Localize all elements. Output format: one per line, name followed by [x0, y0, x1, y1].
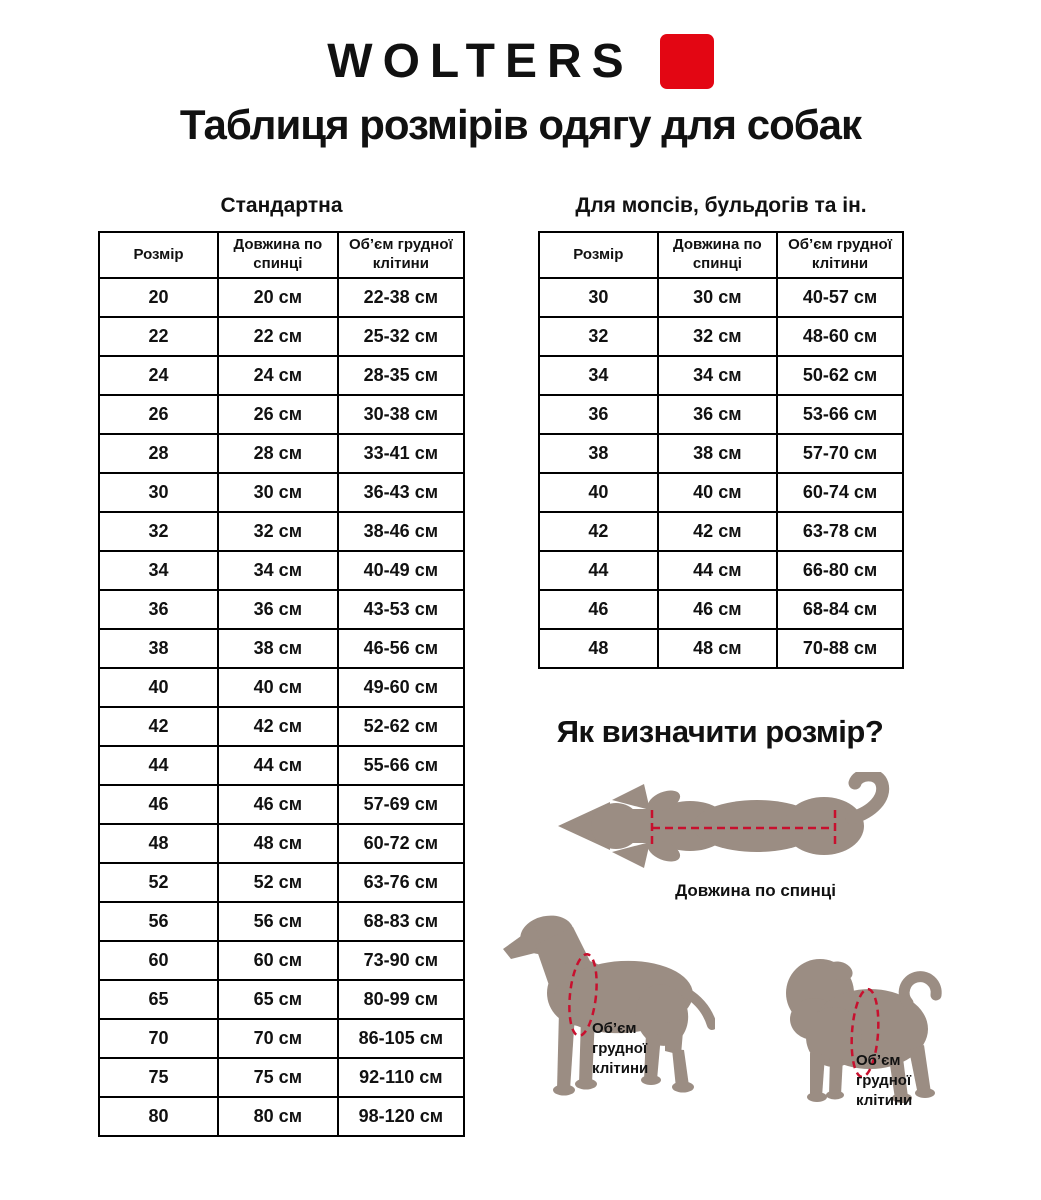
- table-cell: 48 см: [658, 629, 777, 668]
- table-cell: 60: [99, 941, 218, 980]
- pug-tail-curl: [904, 977, 936, 1003]
- table-cell: 30 см: [658, 278, 777, 317]
- table-row: [99, 629, 464, 668]
- table-row: [539, 317, 903, 356]
- table-row: [99, 278, 464, 317]
- table-row: [99, 1019, 464, 1058]
- table-cell: 36 см: [218, 590, 338, 629]
- table-cell: 38 см: [658, 434, 777, 473]
- table-row: [539, 512, 903, 551]
- pugs-size-table-section: [538, 194, 904, 669]
- table-row: [99, 512, 464, 551]
- table-row: [539, 473, 903, 512]
- chest-label-line: клітини: [592, 1059, 649, 1077]
- table-cell: 60-74 см: [777, 473, 903, 512]
- table-cell: 36: [99, 590, 218, 629]
- chest-label-line: Об’єм: [856, 1052, 901, 1069]
- table-cell: 24 см: [218, 356, 338, 395]
- table-row: [99, 980, 464, 1019]
- table-cell: 30: [99, 473, 218, 512]
- table-row: [539, 395, 903, 434]
- table-row: [99, 1058, 464, 1097]
- table-row: [99, 590, 464, 629]
- table-cell: 98-120 см: [338, 1097, 464, 1136]
- table-cell: 20 см: [218, 278, 338, 317]
- table-cell: 30 см: [218, 473, 338, 512]
- table-cell: 65: [99, 980, 218, 1019]
- table-row: [99, 395, 464, 434]
- table-cell: 36 см: [658, 395, 777, 434]
- table-cell: 28: [99, 434, 218, 473]
- table-cell: 92-110 см: [338, 1058, 464, 1097]
- table-cell: 33-41 см: [338, 434, 464, 473]
- table-cell: 46-56 см: [338, 629, 464, 668]
- page-title: Таблиця розмірів одягу для собак: [179, 101, 862, 148]
- table-cell: 46 см: [218, 785, 338, 824]
- standard-size-table-section: [98, 194, 465, 1137]
- table-cell: 80: [99, 1097, 218, 1136]
- table-cell: 73-90 см: [338, 941, 464, 980]
- table-cell: 80-99 см: [338, 980, 464, 1019]
- table-row: [99, 356, 464, 395]
- back-length-label: Довжина по спинці: [675, 881, 836, 900]
- table-cell: 42: [99, 707, 218, 746]
- table-row: [99, 785, 464, 824]
- table-cell: 30-38 см: [338, 395, 464, 434]
- table-cell: 50-62 см: [777, 356, 903, 395]
- table-row: [99, 473, 464, 512]
- top-view-dog-illustration: [552, 772, 897, 880]
- table-cell: 63-76 см: [338, 863, 464, 902]
- table-cell: 24: [99, 356, 218, 395]
- table-cell: 52-62 см: [338, 707, 464, 746]
- table-cell: 40-49 см: [338, 551, 464, 590]
- table-cell: 48: [539, 629, 658, 668]
- table-cell: 53-66 см: [777, 395, 903, 434]
- table-cell: 44: [539, 551, 658, 590]
- chest-label-line: грудної: [592, 1039, 648, 1057]
- table-row: [99, 551, 464, 590]
- table-cell: 75 см: [218, 1058, 338, 1097]
- pugs-size-table: [538, 231, 904, 669]
- table-cell: 28-35 см: [338, 356, 464, 395]
- chest-label-line: грудної: [856, 1071, 912, 1089]
- table-row: [99, 317, 464, 356]
- table-row: [99, 707, 464, 746]
- table-cell: 22: [99, 317, 218, 356]
- table-cell: 86-105 см: [338, 1019, 464, 1058]
- pugs-table-caption: Для мопсів, бульдогів та ін.: [575, 194, 867, 217]
- table-cell: 38-46 см: [338, 512, 464, 551]
- standard-size-table: [98, 231, 465, 1137]
- table-row: [539, 356, 903, 395]
- table-cell: 44: [99, 746, 218, 785]
- chest-girth-label: [592, 1019, 648, 1079]
- table-cell: 34 см: [218, 551, 338, 590]
- table-cell: 52: [99, 863, 218, 902]
- table-cell: 52 см: [218, 863, 338, 902]
- table-cell: 63-78 см: [777, 512, 903, 551]
- table-cell: 44 см: [658, 551, 777, 590]
- measure-guide-heading: Як визначити розмір?: [556, 714, 884, 749]
- table-cell: 26: [99, 395, 218, 434]
- table-cell: 70-88 см: [777, 629, 903, 668]
- table-cell: 68-84 см: [777, 590, 903, 629]
- table-cell: 48 см: [218, 824, 338, 863]
- table-cell: 70: [99, 1019, 218, 1058]
- table-cell: 66-80 см: [777, 551, 903, 590]
- header-row: [99, 232, 464, 278]
- table-cell: 75: [99, 1058, 218, 1097]
- table-cell: 48: [99, 824, 218, 863]
- table-cell: 49-60 см: [338, 668, 464, 707]
- table-cell: 34 см: [658, 356, 777, 395]
- table-row: [539, 590, 903, 629]
- table-cell: 25-32 см: [338, 317, 464, 356]
- table-cell: 48-60 см: [777, 317, 903, 356]
- column-header: Розмір: [99, 232, 218, 278]
- table-cell: 42 см: [218, 707, 338, 746]
- table-cell: 46 см: [658, 590, 777, 629]
- table-cell: 32: [99, 512, 218, 551]
- table-cell: 38: [539, 434, 658, 473]
- table-cell: 70 см: [218, 1019, 338, 1058]
- standard-table-caption: Стандартна: [220, 194, 343, 217]
- table-cell: 42: [539, 512, 658, 551]
- table-cell: 65 см: [218, 980, 338, 1019]
- table-cell: 46: [539, 590, 658, 629]
- brand-logo-square-icon: [660, 34, 714, 89]
- table-row: [99, 434, 464, 473]
- table-cell: 36: [539, 395, 658, 434]
- chest-label-line: Об’єм: [592, 1020, 637, 1037]
- table-cell: 38 см: [218, 629, 338, 668]
- table-row: [99, 941, 464, 980]
- table-cell: 56: [99, 902, 218, 941]
- table-cell: 32 см: [658, 317, 777, 356]
- table-cell: 60 см: [218, 941, 338, 980]
- table-cell: 40-57 см: [777, 278, 903, 317]
- dog-tail: [687, 993, 712, 1025]
- table-cell: 40 см: [658, 473, 777, 512]
- table-row: [539, 278, 903, 317]
- table-row: [99, 824, 464, 863]
- table-cell: 26 см: [218, 395, 338, 434]
- table-cell: 46: [99, 785, 218, 824]
- table-cell: 32 см: [218, 512, 338, 551]
- brand-logo-text: WOLTERS: [327, 34, 634, 88]
- table-cell: 57-70 см: [777, 434, 903, 473]
- header-row: [539, 232, 903, 278]
- column-header: Довжина по спинці: [658, 232, 777, 278]
- chest-label-line: клітини: [856, 1091, 913, 1109]
- table-cell: 56 см: [218, 902, 338, 941]
- table-cell: 32: [539, 317, 658, 356]
- table-row: [99, 1097, 464, 1136]
- brand-logo: [0, 34, 1041, 89]
- table-cell: 28 см: [218, 434, 338, 473]
- column-header: Об’єм грудної клітини: [777, 232, 903, 278]
- table-cell: 68-83 см: [338, 902, 464, 941]
- table-cell: 38: [99, 629, 218, 668]
- table-cell: 22 см: [218, 317, 338, 356]
- column-header: Об’єм грудної клітини: [338, 232, 464, 278]
- table-row: [99, 668, 464, 707]
- table-cell: 43-53 см: [338, 590, 464, 629]
- table-cell: 34: [99, 551, 218, 590]
- table-cell: 80 см: [218, 1097, 338, 1136]
- column-header: Довжина по спинці: [218, 232, 338, 278]
- table-cell: 40: [539, 473, 658, 512]
- table-row: [99, 902, 464, 941]
- table-row: [539, 629, 903, 668]
- table-cell: 36-43 см: [338, 473, 464, 512]
- table-cell: 20: [99, 278, 218, 317]
- table-row: [99, 863, 464, 902]
- table-cell: 60-72 см: [338, 824, 464, 863]
- chest-girth-label: [856, 1051, 912, 1111]
- table-cell: 57-69 см: [338, 785, 464, 824]
- table-row: [539, 434, 903, 473]
- table-cell: 42 см: [658, 512, 777, 551]
- table-cell: 34: [539, 356, 658, 395]
- dog-tail-curl: [852, 775, 883, 818]
- table-row: [539, 551, 903, 590]
- column-header: Розмір: [539, 232, 658, 278]
- table-cell: 40: [99, 668, 218, 707]
- table-cell: 22-38 см: [338, 278, 464, 317]
- table-cell: 55-66 см: [338, 746, 464, 785]
- table-cell: 30: [539, 278, 658, 317]
- table-row: [99, 746, 464, 785]
- table-cell: 44 см: [218, 746, 338, 785]
- table-cell: 40 см: [218, 668, 338, 707]
